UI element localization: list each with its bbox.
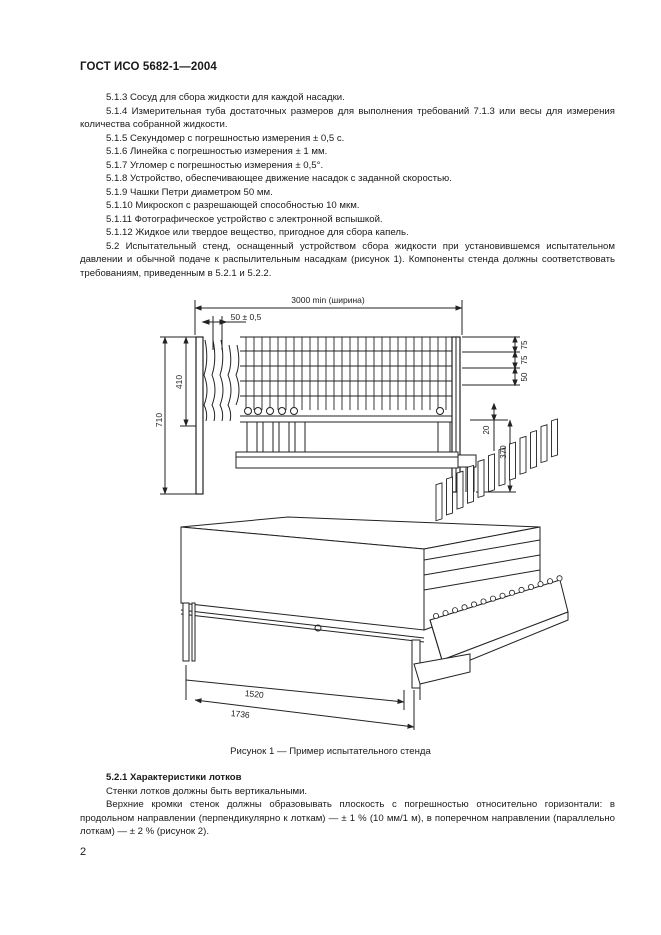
elevation-view bbox=[160, 300, 520, 494]
nozzle-head bbox=[462, 605, 467, 610]
collecting-vessels bbox=[247, 422, 450, 452]
item-5-1-4: 5.1.4 Измерительная туба достаточных размеров для выполнения требований 7.1.3 или весы для измерения количества собранной жидкости. bbox=[80, 105, 615, 130]
collector-row bbox=[240, 408, 452, 423]
dim-20-label: 20 bbox=[482, 425, 491, 435]
spacing-label: 50 ± 0,5 bbox=[230, 312, 262, 322]
rack-tray bbox=[531, 431, 537, 469]
section-para-1: Стенки лотков должны быть вертикальными. bbox=[106, 785, 308, 797]
nozzle-head bbox=[452, 608, 457, 613]
height-710-label: 710 bbox=[154, 412, 164, 428]
nozzle-head bbox=[471, 602, 476, 607]
rack-tray bbox=[541, 425, 547, 463]
dim-75-label: 75 bbox=[520, 340, 529, 350]
item-5-2: 5.2 Испытательный стенд, оснащенный устройством сбора жидкости при установившемся испытательном давлении и обычной подаче к распылительным насадкам (рисунок 1). Компоненты стенда должны соответствовать требованиям, приведенным в 5.2.1 и 5.2.2. bbox=[80, 240, 615, 279]
rack-tray bbox=[520, 436, 526, 474]
width-label: 3000 min (ширина) bbox=[291, 295, 365, 305]
nozzle-assembly bbox=[204, 340, 239, 421]
rack-tray bbox=[447, 477, 453, 515]
rack-tray bbox=[468, 465, 474, 503]
tray-grid bbox=[240, 337, 452, 396]
figure-caption: Рисунок 1 — Пример испытательного стенда bbox=[230, 746, 431, 757]
collector-outlet bbox=[279, 408, 286, 415]
item-5-1-6: 5.1.6 Линейка с погрешностью измерения ± 1 мм. bbox=[106, 146, 328, 157]
nozzle-head bbox=[509, 590, 514, 595]
collector-outlet bbox=[267, 408, 274, 415]
item-5-1-9: 5.1.9 Чашки Петри диаметром 50 мм. bbox=[106, 186, 273, 198]
rack-tray bbox=[489, 454, 495, 492]
item-5-1-10: 5.1.10 Микроскоп с разрешающей способностью 10 мкм. bbox=[106, 200, 360, 211]
nozzle-head bbox=[500, 593, 505, 598]
length-1736-line bbox=[195, 700, 414, 727]
rack-tray bbox=[436, 483, 442, 521]
collector-outlet bbox=[255, 408, 262, 415]
rack-tray bbox=[552, 419, 558, 457]
length-1736-label: 1736 bbox=[230, 708, 251, 720]
item-5-1-7: 5.1.7 Угломер с погрешностью измерения ± 0,5°. bbox=[106, 159, 324, 171]
nozzle-head bbox=[443, 611, 448, 616]
nozzle-head bbox=[547, 579, 552, 584]
length-1520-line bbox=[186, 680, 404, 702]
nozzle-head bbox=[490, 596, 495, 601]
height-410-label: 410 bbox=[174, 374, 184, 390]
item-5-1-8: 5.1.8 Устройство, обеспечивающее движение насадок с заданной скоростью. bbox=[106, 173, 452, 184]
section-title: 5.2.1 Характеристики лотков bbox=[106, 772, 242, 783]
item-5-1-11: 5.1.11 Фотографическое устройство с электронной вспышкой. bbox=[106, 213, 383, 225]
collector-outlet bbox=[245, 408, 252, 415]
nozzle-head bbox=[538, 582, 543, 587]
nozzle-head bbox=[519, 587, 524, 592]
rack-tray bbox=[510, 442, 516, 480]
item-5-1-3: 5.1.3 Сосуд для сбора жидкости для каждой насадки. bbox=[106, 92, 345, 103]
collector-outlet bbox=[291, 408, 298, 415]
rack-tray bbox=[478, 460, 484, 498]
section-5-2-1 bbox=[80, 771, 615, 839]
dim-50-label: 50 bbox=[520, 372, 529, 382]
length-1520-label: 1520 bbox=[244, 688, 265, 700]
tray-verticals bbox=[246, 337, 446, 410]
nozzle-head bbox=[481, 599, 486, 604]
dim-75b-label: 75 bbox=[520, 355, 529, 365]
standard-header: ГОСТ ИСО 5682-1—2004 bbox=[80, 61, 217, 73]
rack-tray bbox=[457, 471, 463, 509]
nozzle-head bbox=[557, 576, 562, 581]
page-number: 2 bbox=[80, 846, 87, 858]
collector-outlet bbox=[437, 408, 444, 415]
item-5-1-12: 5.1.12 Жидкое или твердое вещество, пригодное для сбора капель. bbox=[106, 227, 409, 238]
dim-370-label: 370 bbox=[499, 445, 508, 459]
nozzle-head bbox=[433, 613, 438, 618]
section-para-2: Верхние кромки стенок должны образовывать плоскость с погрешностью относительно горизонтали: в продольном направлении (перпендикулярно к лоткам) — ± 1 % (10 мм/1 м), в поперечном направлении (параллельно лоткам) — ± 2 % (рисунок 2). bbox=[80, 799, 615, 837]
item-5-1-5: 5.1.5 Секундомер с погрешностью измерения ± 0,5 с. bbox=[106, 132, 345, 144]
nozzle-head bbox=[528, 584, 533, 589]
